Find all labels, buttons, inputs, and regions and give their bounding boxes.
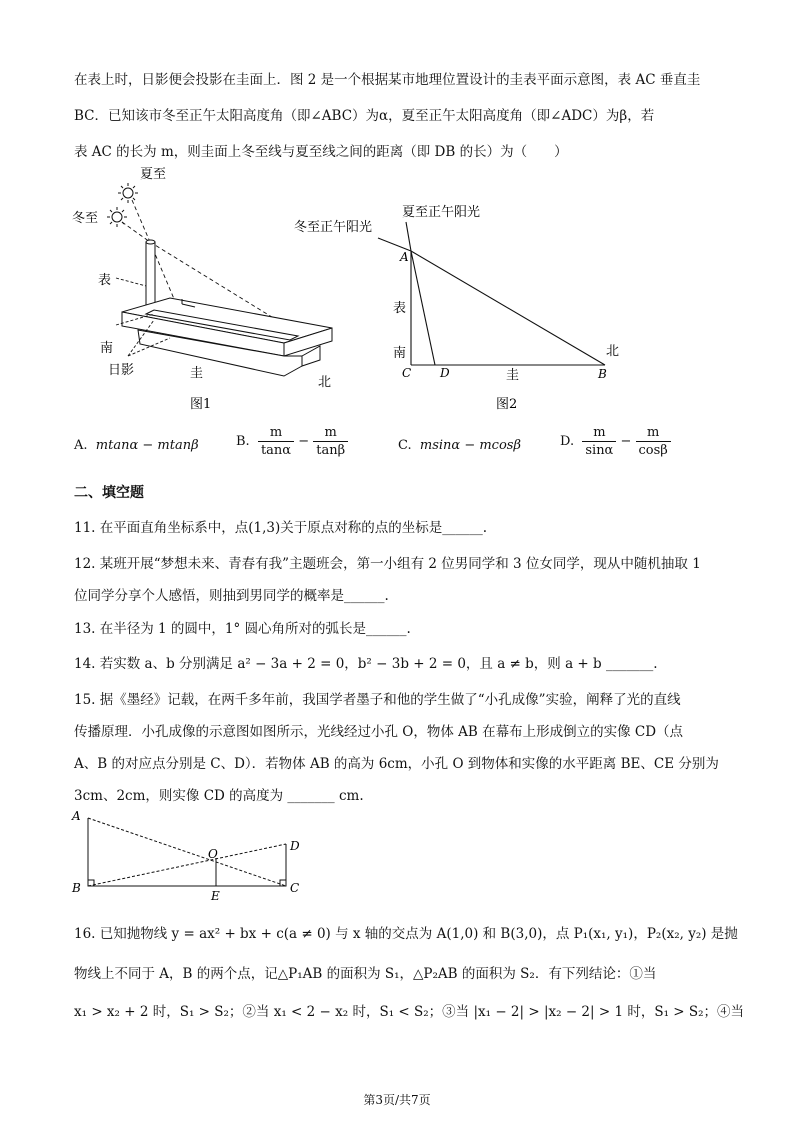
q10-line2: BC．已知该市冬至正午太阳高度角（即∠ABC）为α，夏至正午太阳高度角（即∠ADC）为β，若	[74, 108, 655, 124]
q10-line1: 在表上时，日影便会投影在圭面上．图 2 是一个根据某市地理位置设计的圭表平面示意图，表 AC 垂直圭	[74, 72, 701, 88]
fig1-biao-label: 表	[98, 273, 112, 288]
q12-line2: 位同学分享个人感悟，则抽到男同学的概率是______.	[74, 588, 389, 604]
fig2-point-a: A	[400, 250, 409, 264]
option-b-frac1: $\frac{m}{\tan\alpha}$	[258, 424, 294, 459]
option-c: C. msinα − mcosβ	[398, 438, 521, 453]
q11: 11. 在平面直角坐标系中，点(1,3)关于原点对称的点的坐标是______.	[74, 520, 488, 536]
option-b-frac2: $\frac{m}{\tan\beta}$	[313, 424, 348, 459]
fig1-summer-label: 夏至	[140, 167, 167, 182]
q16-line3: x₁ > x₂ + 2 时，S₁ > S₂；②当 x₁ < 2 − x₂ 时，S₁ < S₂；③当 |x₁ − 2| > |x₂ − 2| > 1 时，S₁ > S₂；④当	[74, 1004, 745, 1020]
fig2-north-label: 北	[606, 344, 620, 359]
fig2-caption: 图2	[496, 397, 518, 412]
fig1-shadow-label: 日影	[108, 363, 135, 378]
option-a: A. mtanα − mtanβ	[74, 438, 199, 453]
q15-line3: A、B 的对应点分别是 C、D）．若物体 AB 的高为 6cm，小孔 O 到物体和实像的水平距离 BE、CE 分别为	[74, 756, 719, 772]
q16-line2: 物线上不同于 A，B 的两个点，记△P₁AB 的面积为 S₁，△P₂AB 的面积为 S₂．有下列结论：①当	[74, 966, 657, 982]
fig1-gui-label: 圭	[190, 366, 204, 381]
fig1-pole	[146, 240, 155, 312]
pinhole-rays	[88, 818, 286, 886]
pinhole-figure	[66, 806, 316, 902]
fig2-lines	[378, 222, 605, 365]
q13: 13. 在半径为 1 的圆中，1° 圆心角所对的弧长是______.	[74, 621, 411, 637]
fig2-point-c: C	[402, 366, 412, 380]
fig2-point-d: D	[440, 366, 450, 380]
q14: 14. 若实数 a、b 分别满足 a² − 3a + 2 = 0，b² − 3b + 2 = 0，且 a ≠ b，则 a + b _______.	[74, 656, 658, 672]
fig2-point-b: B	[598, 367, 607, 381]
q12-line1: 12. 某班开展“梦想未来、青春有我”主题班会，第一小组有 2 位男同学和 3 位女同学，现从中随机抽取 1	[74, 556, 701, 572]
option-b: B. $\frac{m}{\tan\alpha}$ − $\frac{m}{\tan\beta}$	[236, 424, 348, 459]
pinhole-point-a: A	[72, 809, 81, 823]
fig2-south-label: 南	[393, 346, 407, 361]
option-d: D. $\frac{m}{\sin\alpha}$ − $\frac{m}{\cos\beta}$	[560, 424, 671, 459]
q15-line2: 传播原理．小孔成像的示意图如图所示，光线经过小孔 O，物体 AB 在幕布上形成倒立的实像 CD（点	[74, 724, 684, 740]
summer-sun-icon	[118, 183, 138, 203]
option-d-frac1: $\frac{m}{\sin\alpha}$	[582, 424, 616, 459]
fig1-winter-label: 冬至	[72, 211, 99, 226]
pinhole-point-b: B	[72, 881, 81, 895]
pinhole-point-o: O	[208, 847, 218, 861]
figure-2	[285, 195, 645, 417]
pinhole-point-d: D	[290, 839, 300, 853]
fig1-south-label: 南	[100, 341, 114, 356]
fig2-summer-light-label: 夏至正午阳光	[402, 205, 481, 220]
q15-line4: 3cm、2cm，则实像 CD 的高度为 _______ cm.	[74, 788, 364, 804]
winter-sun-icon	[107, 207, 127, 227]
section-title: 二、填空题	[74, 485, 144, 501]
pinhole-point-c: C	[290, 881, 300, 895]
q15-line1: 15. 据《墨经》记载，在两千多年前，我国学者墨子和他的学生做了“小孔成像”实验，阐释了光的直线	[74, 692, 681, 708]
q10-line3: 表 AC 的长为 m，则圭面上冬至线与夏至线之间的距离（即 DB 的长）为（ ）	[74, 144, 568, 160]
fig2-gui-label: 圭	[506, 368, 520, 383]
option-d-frac2: $\frac{m}{\cos\beta}$	[636, 424, 671, 459]
q16-line1: 16. 已知抛物线 y = ax² + bx + c(a ≠ 0) 与 x 轴的交点为 A(1,0) 和 B(3,0)，点 P₁(x₁, y₁)，P₂(x₂, y₂) 是抛	[74, 926, 738, 942]
pinhole-point-e: E	[211, 889, 220, 902]
fig1-caption: 图1	[190, 397, 212, 412]
fig2-biao-label: 表	[393, 301, 407, 316]
fig1-north-label: 北	[318, 375, 332, 390]
page-footer: 第3页/共7页	[363, 1093, 431, 1107]
fig2-winter-light-label: 冬至正午阳光	[294, 220, 373, 235]
